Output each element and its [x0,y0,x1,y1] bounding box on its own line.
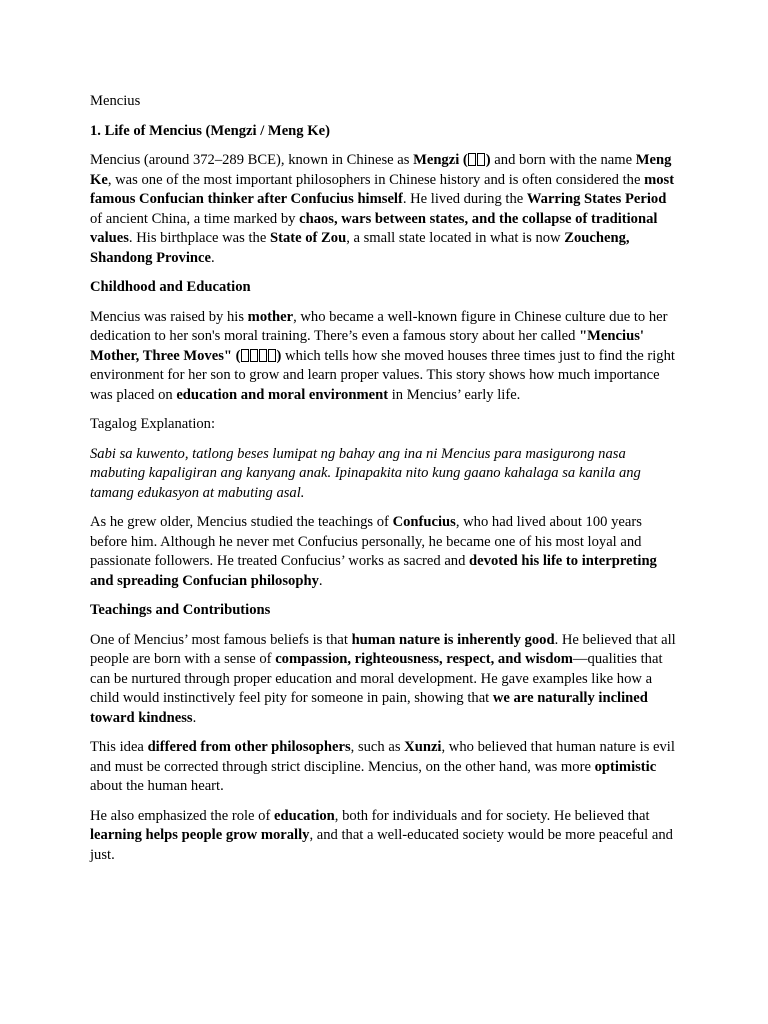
text-run: of ancient China, a time marked by [90,210,300,227]
text-run: , who had lived about 100 years before him. Although he never met Confucius personally, he became one of his most loyal and passionate followers. He treated Confucius’ works as sacred and [90,514,642,569]
text-run: He also emphasized the role of [90,807,274,824]
bold-human-nature: human nature is inherently good [351,631,555,648]
text-run: This idea [90,739,148,755]
paragraph-life-intro [90,151,680,268]
text-run: , who became a well-known figure in Chinese culture due to her dedication to her son's moral training. There’s even a famous story about her called [90,308,668,344]
bold-mengzi [413,152,491,168]
text-run: , a small state located in what is now [346,230,565,246]
bold-virtues: compassion, righteousness, respect, and wisdom [275,651,573,667]
missing-glyph-box [468,153,476,166]
bold-state-of-zou: State of Zou [269,230,347,246]
bold-learning: learning helps people grow morally [90,827,310,843]
missing-glyph-box [241,349,249,362]
missing-glyph-box [477,153,485,166]
missing-glyph-box [250,349,258,362]
text-run: about the human heart. [90,778,224,794]
bold-xunzi: Xunzi [404,739,442,755]
section-heading-teachings: Teachings and Contributions [90,602,271,618]
text-run: , who believed that human nature is evil and must be corrected through strict discipline. Mencius, on the other hand, was more [90,739,675,775]
bold-kindness: we are naturally inclined toward kindness [90,690,648,726]
bold-famous-thinker: most famous Confucian thinker after Confucius himself [90,171,675,207]
text-run: . [192,709,197,726]
text-run: , and that a well-educated society would be more peaceful and just. [90,827,673,863]
bold-zoucheng: Zoucheng, Shandong Province [90,230,630,266]
bold-education-moral: education and moral environment [176,386,389,403]
tagalog-explanation: Sabi sa kuwento, tatlong beses lumipat ng bahay ang ina ni Mencius para masigurong nasa mabuting kapaligiran ang kanyang anak. Ipinapakita nito kung gaano kahalaga sa kanila ang tamang edukasyon at mabuting asal. [90,445,641,501]
bold-optimistic: optimistic [594,758,657,775]
text-run: Mencius was raised by his [90,308,248,325]
tagalog-label: Tagalog Explanation: [90,416,216,432]
text-run: which tells how she moved houses three times just to find the right environment for her son to grow and learn proper values. This story shows how much importance was placed on [90,347,675,403]
text-run: and born with the name [490,152,636,168]
missing-glyph-box [259,349,267,362]
text-run: . [318,572,323,589]
bold-warring-states: Warring States Period [526,191,667,207]
text-run: Mencius (around 372–289 BCE), known in Chinese as [90,152,414,168]
paragraph-xunzi [90,738,680,797]
section-heading-childhood: Childhood and Education [90,279,251,295]
bold-mother: mother [247,308,294,325]
paragraph-childhood [90,308,680,406]
bold-confucius: Confucius [392,514,456,530]
document-title: Mencius [90,93,141,109]
paragraph-confucius [90,513,680,591]
text-run: . He lived during the [402,191,527,207]
text-run: . He believed that all people are born with a sense of [90,631,676,667]
bold-meng-ke: Meng Ke [90,152,672,188]
bold-chaos: chaos, wars between states, and the collapse of traditional values [90,210,658,246]
bold-differed: differed from other philosophers [147,739,351,755]
text-run: Mengzi ( [413,152,468,168]
paragraph-human-nature [90,631,680,729]
missing-glyph-box [268,349,276,362]
text-run: One of Mencius’ most famous beliefs is that [90,631,352,648]
bold-devoted: devoted his life to interpreting and spreading Confucian philosophy [90,553,657,589]
text-run: , such as [350,739,405,755]
paragraph-education [90,807,680,866]
text-run: "Mencius' Mother, Three Moves" ( [90,328,644,364]
text-run: . [210,249,215,266]
text-run: ) [276,347,282,364]
text-run: in Mencius’ early life. [388,386,521,403]
text-run: , was one of the most important philosophers in Chinese history and is often considered the [107,171,645,188]
text-run: —qualities that can be nurtured through proper education and moral development. He gave examples like how a child would instinctively feel pity for someone in pain, showing that [90,651,663,706]
text-run: , both for individuals and for society. He believed that [334,807,650,824]
bold-education: education [273,807,335,824]
text-run: . His birthplace was the [128,230,270,246]
text-run: As he grew older, Mencius studied the teachings of [90,514,393,530]
document-body [90,92,680,875]
section-heading-life: 1. Life of Mencius (Mengzi / Meng Ke) [90,122,330,139]
text-run: ) [485,152,491,168]
